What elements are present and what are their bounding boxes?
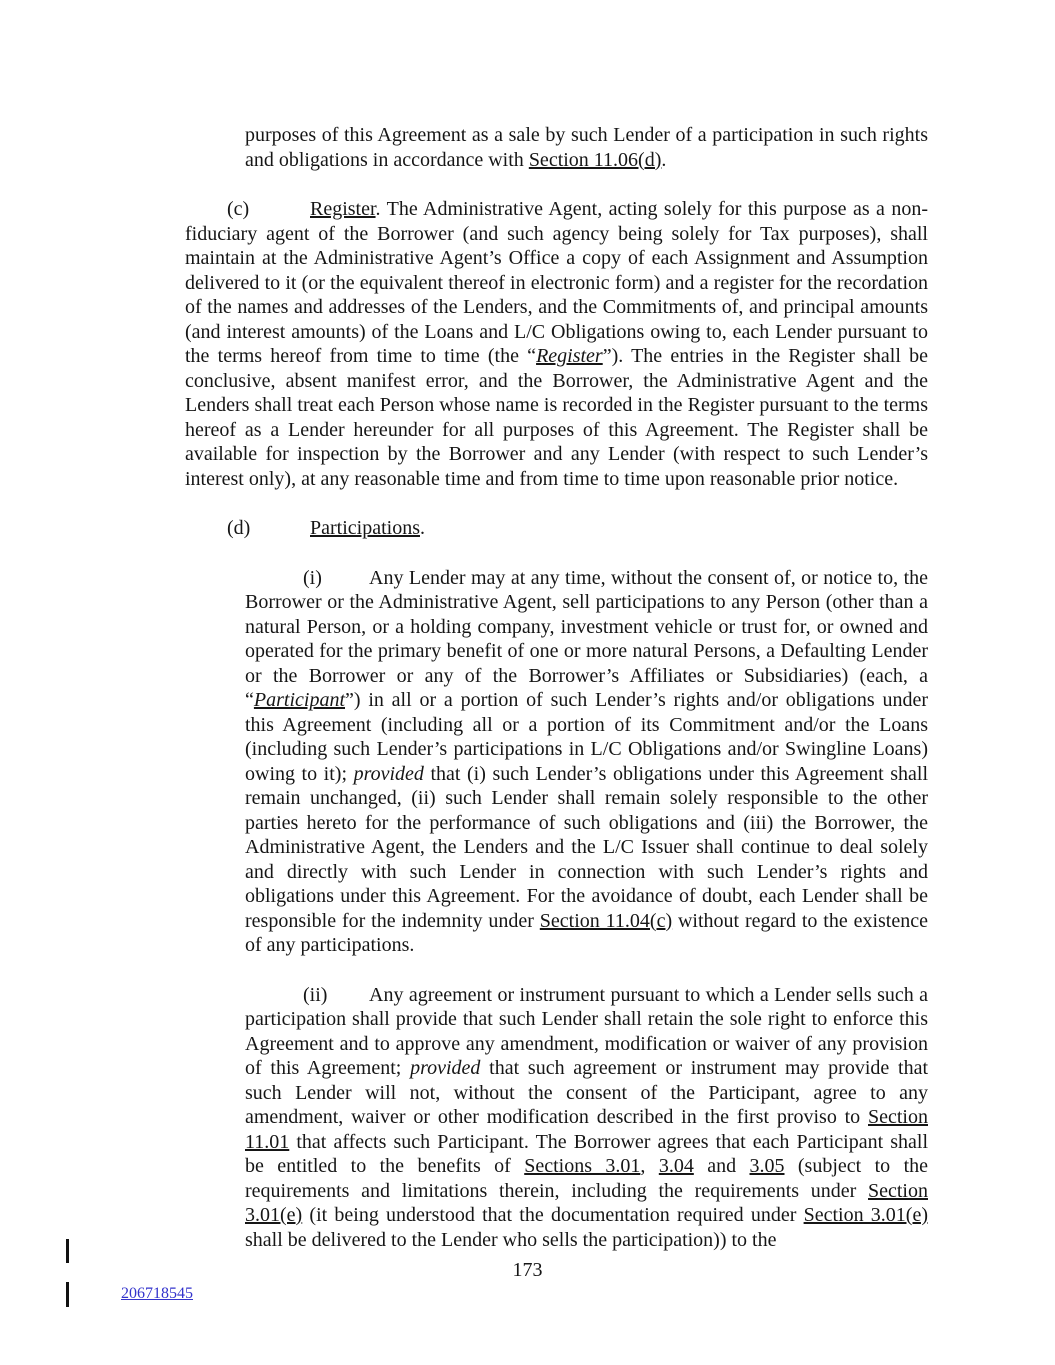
paragraph-continuation: purposes of this Agreement as a sale by such Lender of a participation in such rights and obligations in accordance with Section 11.06(d). [245,124,928,171]
doc-number-link[interactable]: 206718545 [121,1285,193,1302]
page-number: 173 [512,1259,543,1281]
change-bar-2 [66,1282,69,1307]
paragraph-c-register: (c) Register. The Administrative Agent, acting solely for this purpose as a non-fiduciary agent of the Borrower (and such agency being solely for Tax purposes), shall maintain at the Administrative Agent’s Office a copy of each Assignment and Assumption delivered to it (or the equivalent thereof in electronic form) and a register for the recordation of the names and addresses of the Lenders, and the Commitments of, and principal amounts (and interest amounts) of the Loans and L/C Obligations owing to, each Lender pursuant to the terms hereof from time to time (the “Register”). The entries in the Register shall be conclusive, absent manifest error, and the Borrower, the Administrative Agent and the Lenders shall treat each Person whose name is recorded in the Register pursuant to the terms hereof as a Lender hereunder for all purposes of this Agreement. The Register shall be available for inspection by the Borrower and any Lender (with respect to such Lender’s interest only), at any reasonable time and from time to time upon reasonable prior notice. [185,198,928,490]
paragraph-d-i: (i) Any Lender may at any time, without the consent of, or notice to, the Borrower or the Administrative Agent, sell participations to any Person (other than a natural Person, or a holding company, investment vehicle or trust for, or owned and operated for the primary benefit of one or more natural Persons, a Defaulting Lender or the Borrower or any of the Borrower’s Affiliates or Subsidiaries) (each, a “Participant”) in all or a portion of such Lender’s rights and/or obligations under this Agreement (including all or a portion of its Commitment and/or the Loans (including such Lender’s participations in L/C Obligations and/or Swingline Loans) owing to it); provided that (i) such Lender’s obligations under this Agreement shall remain unchanged, (ii) such Lender shall remain solely responsible to the other parties hereto for the performance of such obligations and (iii) the Borrower, the Administrative Agent, the Lenders and the L/C Issuer shall continue to deal solely and directly with such Lender in connection with such Lender’s rights and obligations under this Agreement. For the avoidance of doubt, each Lender shall be responsible for the indemnity under Section 11.04(c) without regard to the existence of any participations. [245,566,929,956]
paragraph-d-participations-heading: (d) Participations. [227,517,425,539]
document-body [185,123,928,1277]
paragraph-d-ii: (ii) Any agreement or instrument pursuant to which a Lender sells such a participation shall provide that such Lender shall retain the sole right to enforce this Agreement and to approve any amendment, modification or waiver of any provision of this Agreement; provided that such agreement or instrument may provide that such Lender will not, without the consent of the Participant, agree to any amendment, waiver or other modification described in the first proviso to Section 11.01 that affects such Participant. The Borrower agrees that each Participant shall be entitled to the benefits of Sections 3.01, 3.04 and 3.05 (subject to the requirements and limitations therein, including the requirements under Section 3.01(e) (it being understood that the documentation required under Section 3.01(e) shall be delivered to the Lender who sells the participation)) to the [245,983,929,1251]
